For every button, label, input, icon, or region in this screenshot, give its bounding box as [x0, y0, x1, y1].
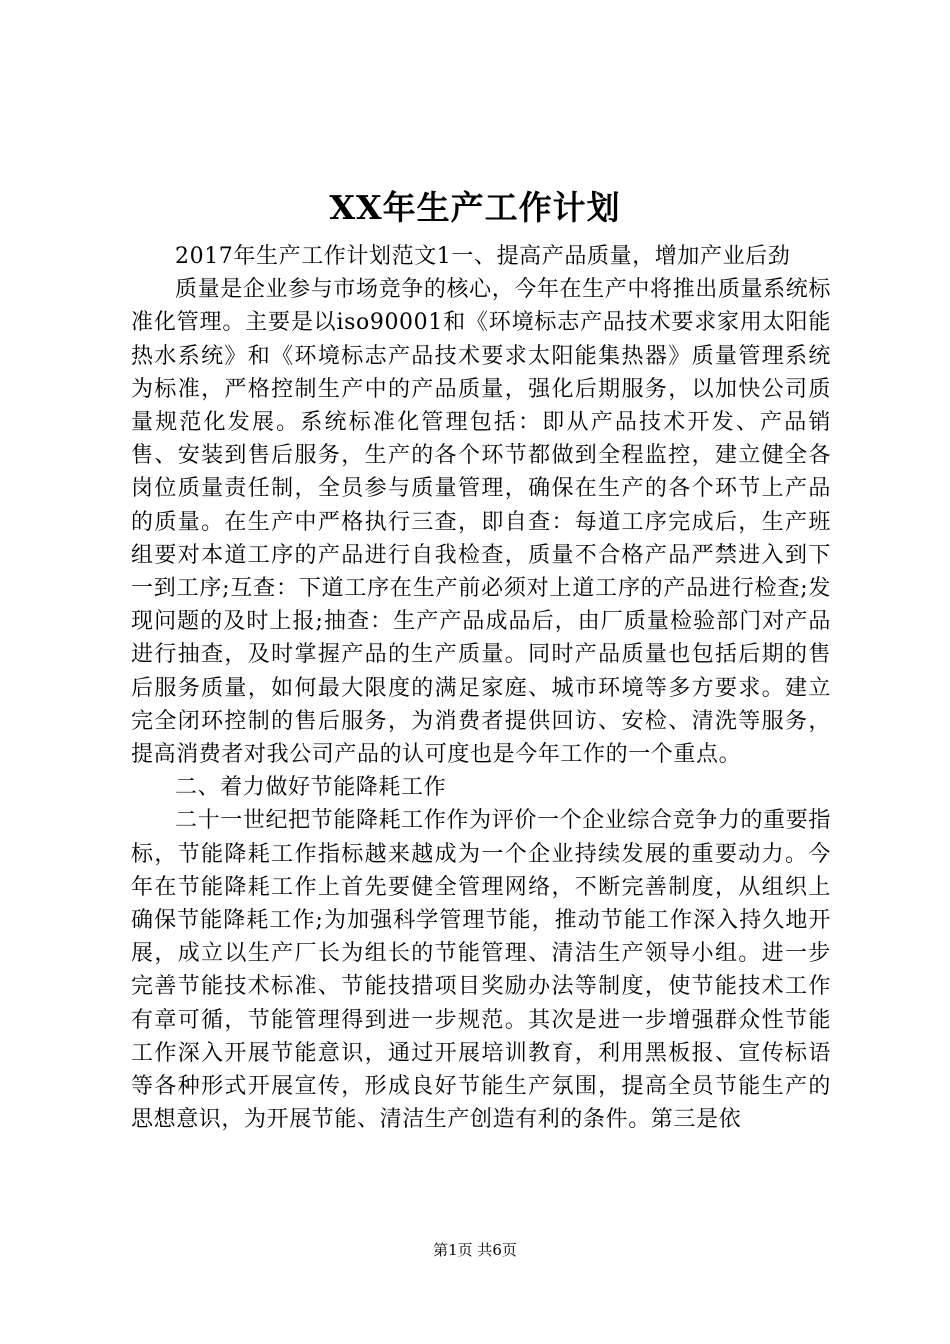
paragraph-intro: 2017年生产工作计划范文1一、提高产品质量，增加产业后劲	[175, 244, 791, 269]
page-footer: 第1页 共6页	[433, 1241, 517, 1259]
document-body	[131, 240, 831, 1136]
document-title: XX年生产工作计划	[329, 188, 621, 227]
paragraph-energy: 二十一世纪把节能降耗工作作为评价一个企业综合竞争力的重要指标，节能降耗工作指标越来越成为一个企业持续发展的重要动力。今年在节能降耗工作上首先要健全管理网络，不断完善制度，从组织上确保节能降耗工作;为加强科学管理节能，推动节能工作深入持久地开展，成立以生产厂长为组长的节能管理、清洁生产领导小组。进一步完善节能技术标准、节能技措项目奖励办法等制度，使节能技术工作有章可循，节能管理得到进一步规范。其次是进一步增强群众性节能工作深入开展节能意识，通过开展培训教育，利用黑板报、宣传标语等各种形式开展宣传，形成良好节能生产氛围，提高全员节能生产的思想意识，为开展节能、清洁生产创造有利的条件。第三是依	[131, 808, 831, 1133]
paragraph-quality: 质量是企业参与市场竞争的核心，今年在生产中将推出质量系统标准化管理。主要是以iso90001和《环境标志产品技术要求家用太阳能热水系统》和《环境标志产品技术要求太阳能集热器》质量管理系统为标准，严格控制生产中的产品质量，强化后期服务，以加快公司质量规范化发展。系统标准化管理包括：即从产品技术开发、产品销售、安装到售后服务，生产的各个环节都做到全程监控，建立健全各岗位质量责任制，全员参与质量管理，确保在生产的各个环节上产品的质量。在生产中严格执行三查，即自查：每道工序完成后，生产班组要对本道工序的产品进行自我检查，质量不合格产品严禁进入到下一到工序;互查：下道工序在生产前必须对上道工序的产品进行检查;发现问题的及时上报;抽查：生产产品成品后，由厂质量检验部门对产品进行抽查，及时掌握产品的生产质量。同时产品质量也包括后期的售后服务质量，如何最大限度的满足家庭、城市环境等多方要求。建立完全闭环控制的售后服务，为消费者提供回访、安检、清洗等服务，提高消费者对我公司产品的认可度也是今年工作的一个重点。	[131, 277, 831, 768]
paragraph-section-heading: 二、着力做好节能降耗工作	[175, 775, 447, 801]
